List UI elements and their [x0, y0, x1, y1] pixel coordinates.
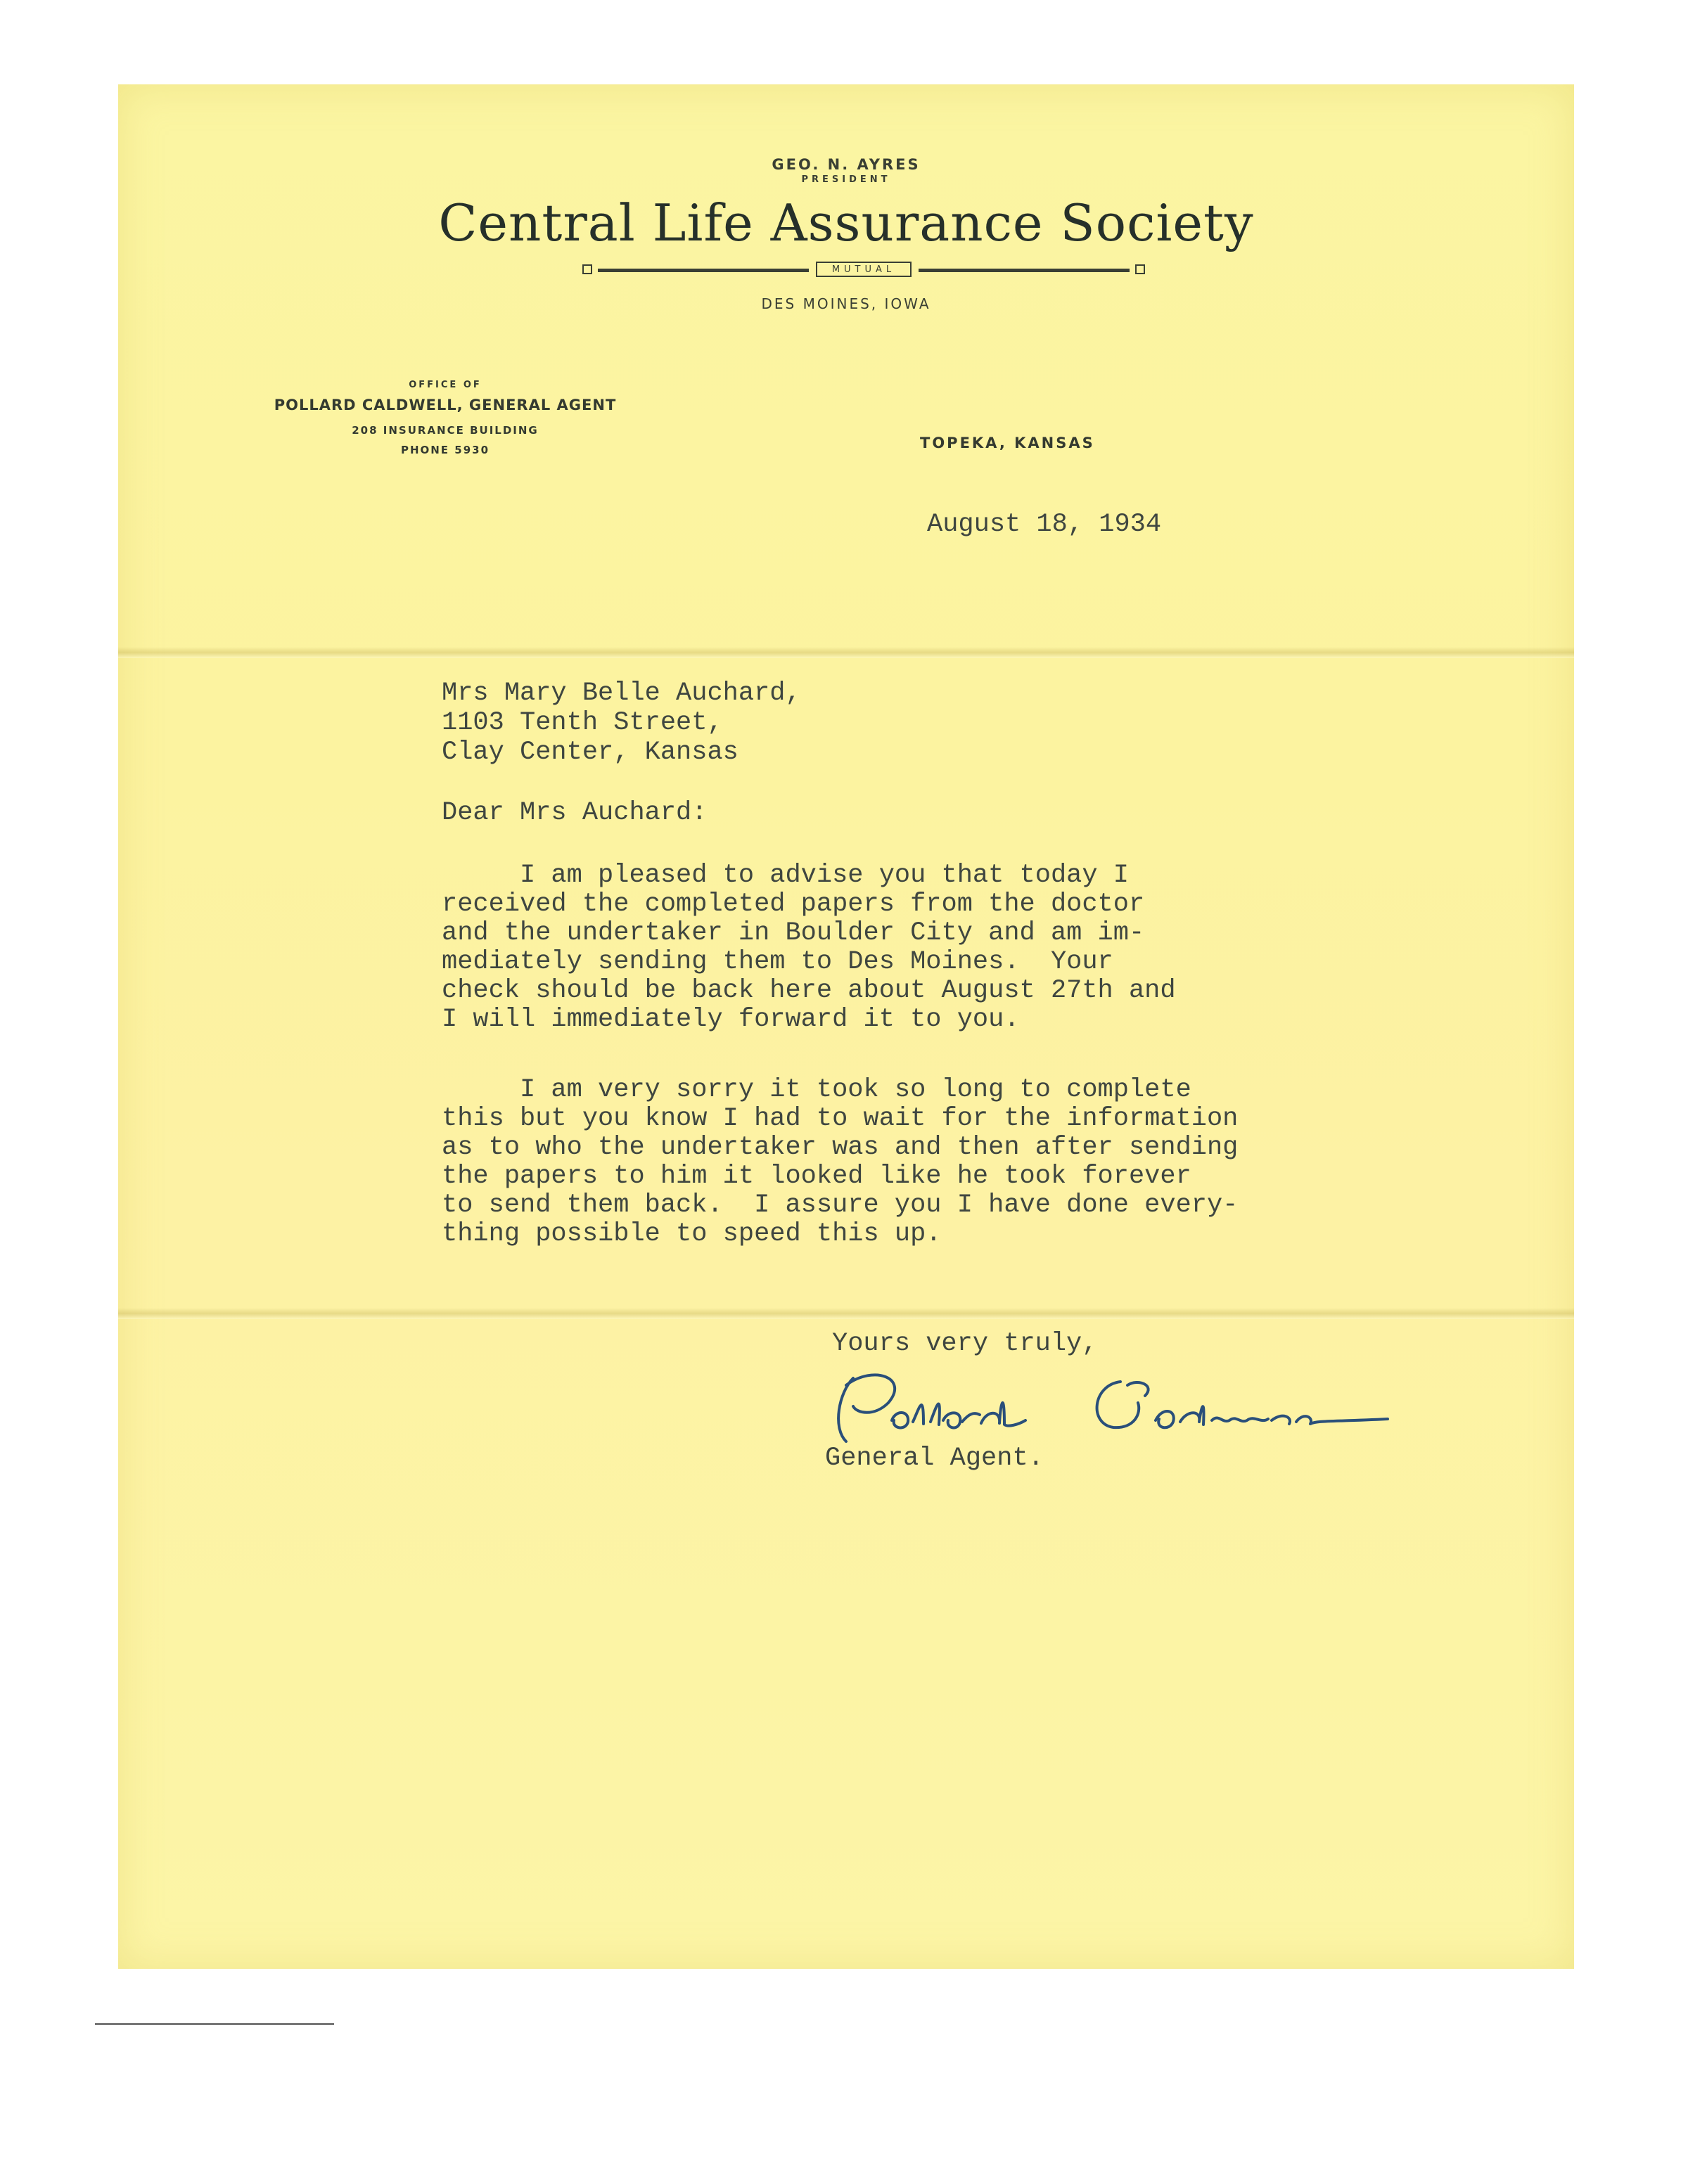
- salutation: Dear Mrs Auchard:: [442, 798, 708, 828]
- rule-bar: [919, 269, 1130, 272]
- signer-title: General Agent.: [825, 1444, 1044, 1473]
- paper-fold: [118, 647, 1574, 658]
- rule-ornament: [1135, 264, 1145, 274]
- recipient-line: Mrs Mary Belle Auchard,: [442, 679, 801, 708]
- body-paragraph: I am pleased to advise you that today I received the completed papers from the doctor and the undertaker in Boulder City and am im- mediately sending them to Des Moines. Your check should be back here about August 27th and I will immediately forward it to you.: [442, 861, 1176, 1034]
- paper-fold: [118, 1308, 1574, 1319]
- company-name: Central Life Assurance Society: [438, 193, 1254, 252]
- president-name: GEO. N. AYRES: [772, 156, 921, 173]
- agent-name: POLLARD CALDWELL, GENERAL AGENT: [274, 397, 617, 413]
- office-city: TOPEKA, KANSAS: [920, 435, 1095, 451]
- scan-edge-line: [95, 2023, 334, 2025]
- letter-date: August 18, 1934: [927, 510, 1162, 539]
- rule-ornament: [582, 264, 592, 274]
- office-label: OFFICE OF: [409, 380, 482, 390]
- company-city: DES MOINES, IOWA: [761, 295, 931, 312]
- recipient-line: Clay Center, Kansas: [442, 738, 738, 767]
- letter-sheet: [118, 84, 1574, 1969]
- closing: Yours very truly,: [832, 1329, 1098, 1358]
- letterhead-rule: [582, 260, 1145, 281]
- office-phone: PHONE 5930: [400, 444, 490, 456]
- mutual-label: MUTUAL: [816, 262, 912, 277]
- body-paragraph: I am very sorry it took so long to complete this but you know I had to wait for the information as to who the undertaker was and then after sending the papers to him it looked like he took forever to send them back. I assure you I have done every- thing possible to speed this up.: [442, 1075, 1239, 1249]
- president-title: PRESIDENT: [801, 174, 891, 185]
- office-building: 208 INSURANCE BUILDING: [352, 424, 539, 437]
- recipient-line: 1103 Tenth Street,: [442, 708, 723, 738]
- rule-bar: [598, 269, 809, 272]
